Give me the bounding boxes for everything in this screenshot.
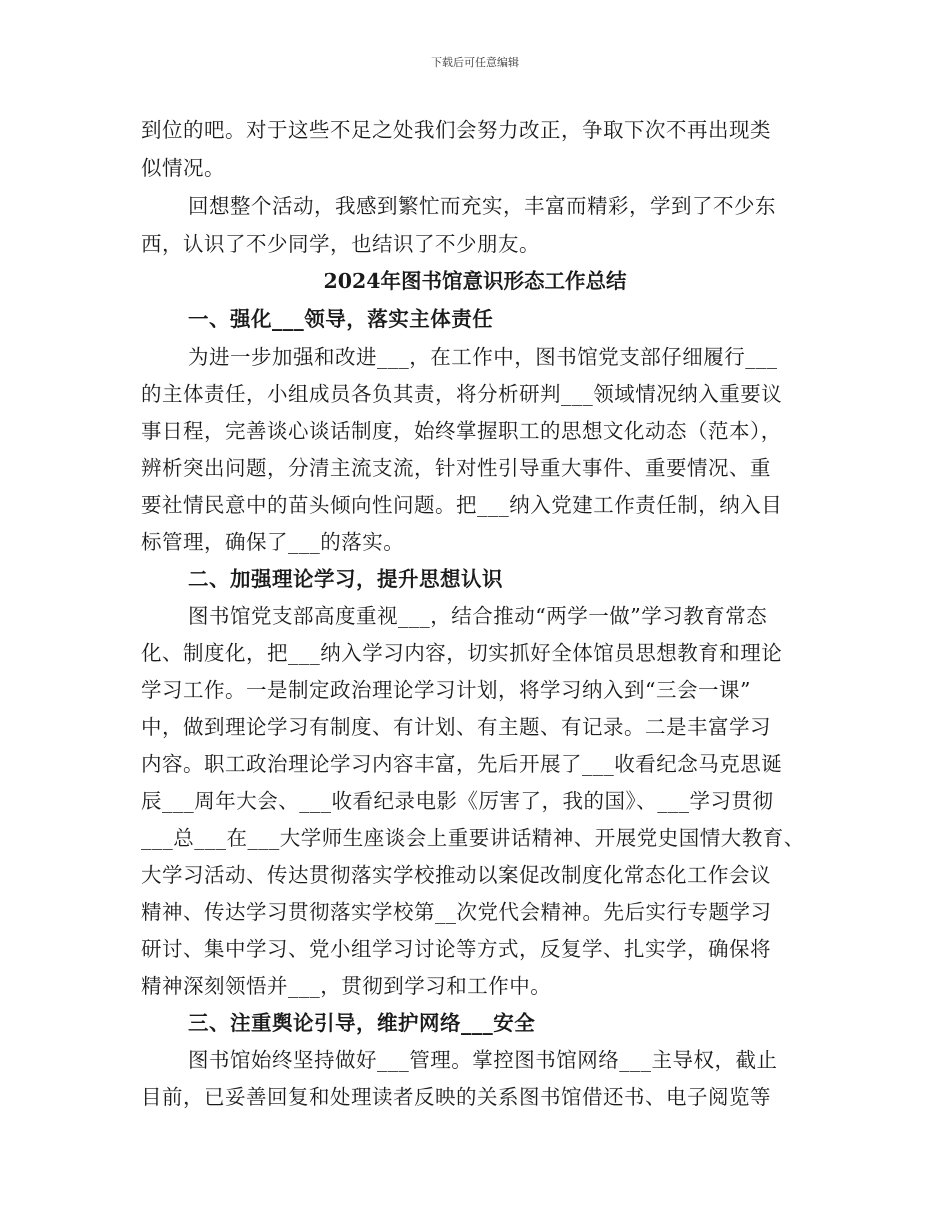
section-2-line-9: 精神、传达学习贯彻落实学校第__次党代会精神。先后实行专题学习 [141,900,772,924]
section-2-line-10: 研讨、集中学习、党小组学习讨论等方式，反复学、扎实学，确保将 [141,937,771,961]
section-2-line-7: ___总___在___大学师生座谈会上重要讲话精神、开展党史国情大教育、 [141,826,805,850]
section-1-line-2: 的主体责任，小组成员各负其责，将分析研判___领域情况纳入重要议 [141,382,783,406]
intro-line-3: 回想整个活动，我感到繁忙而充实，丰富而精彩，学到了不少东 [188,194,776,218]
section-2-line-3: 学习工作。一是制定政治理论学习计划，将学习纳入到“三会一课” [141,678,751,702]
header-note: 下载后可任意编辑 [431,56,519,69]
section-1-line-5: 要社情民意中的苗头倾向性问题。把___纳入党建工作责任制，纳入目 [141,493,783,517]
section-3-heading: 三、注重舆论引导，维护网络___安全 [188,1011,536,1035]
section-2-line-2: 化、制度化，把___纳入学习内容，切实抓好全体馆员思想教育和理论 [141,641,783,665]
section-3-line-2: 目前，已妥善回复和处理读者反映的关系图书馆借还书、电子阅览等 [141,1085,771,1109]
intro-line-4: 西，认识了不少同学，也结识了不少朋友。 [141,232,540,256]
section-2-line-8: 大学习活动、传达贯彻落实学校推动以案促改制度化常态化工作会议 [141,863,771,887]
section-3-line-1: 图书馆始终坚持做好___管理。掌控图书馆网络___主导权，截止 [188,1048,778,1072]
section-2-line-6: 辰___周年大会、___收看纪录电影《厉害了，我的国》、___学习贯彻 [141,789,774,813]
document-title: 2024年图书馆意识形态工作总结 [323,269,627,293]
section-2-line-5: 内容。职工政治理论学习内容丰富，先后开展了___收看纪念马克思诞 [141,752,783,776]
intro-line-2: 似情况。 [141,156,225,180]
section-1-line-3: 事日程，完善谈心谈话制度，始终掌握职工的思想文化动态（范本）， [141,419,782,443]
section-2-line-11: 精神深刻领悟并___，贯彻到学习和工作中。 [141,974,552,998]
section-2-line-1: 图书馆党支部高度重视___，结合推动“两学一做”学习教育常态 [188,604,768,628]
section-1-line-1: 为进一步加强和改进___，在工作中，图书馆党支部仔细履行___ [188,345,778,369]
section-2-heading: 二、加强理论学习，提升思想认识 [188,567,503,591]
section-1-line-4: 辨析突出问题，分清主流支流，针对性引导重大事件、重要情况、重 [141,456,771,480]
intro-line-1: 到位的吧。对于这些不足之处我们会努力改正，争取下次不再出现类 [141,118,771,142]
section-1-heading: 一、强化___领导，落实主体责任 [188,307,494,331]
section-2-line-4: 中，做到理论学习有制度、有计划、有主题、有记录。二是丰富学习 [141,715,771,739]
section-1-line-6: 标管理，确保了___的落实。 [141,530,405,554]
